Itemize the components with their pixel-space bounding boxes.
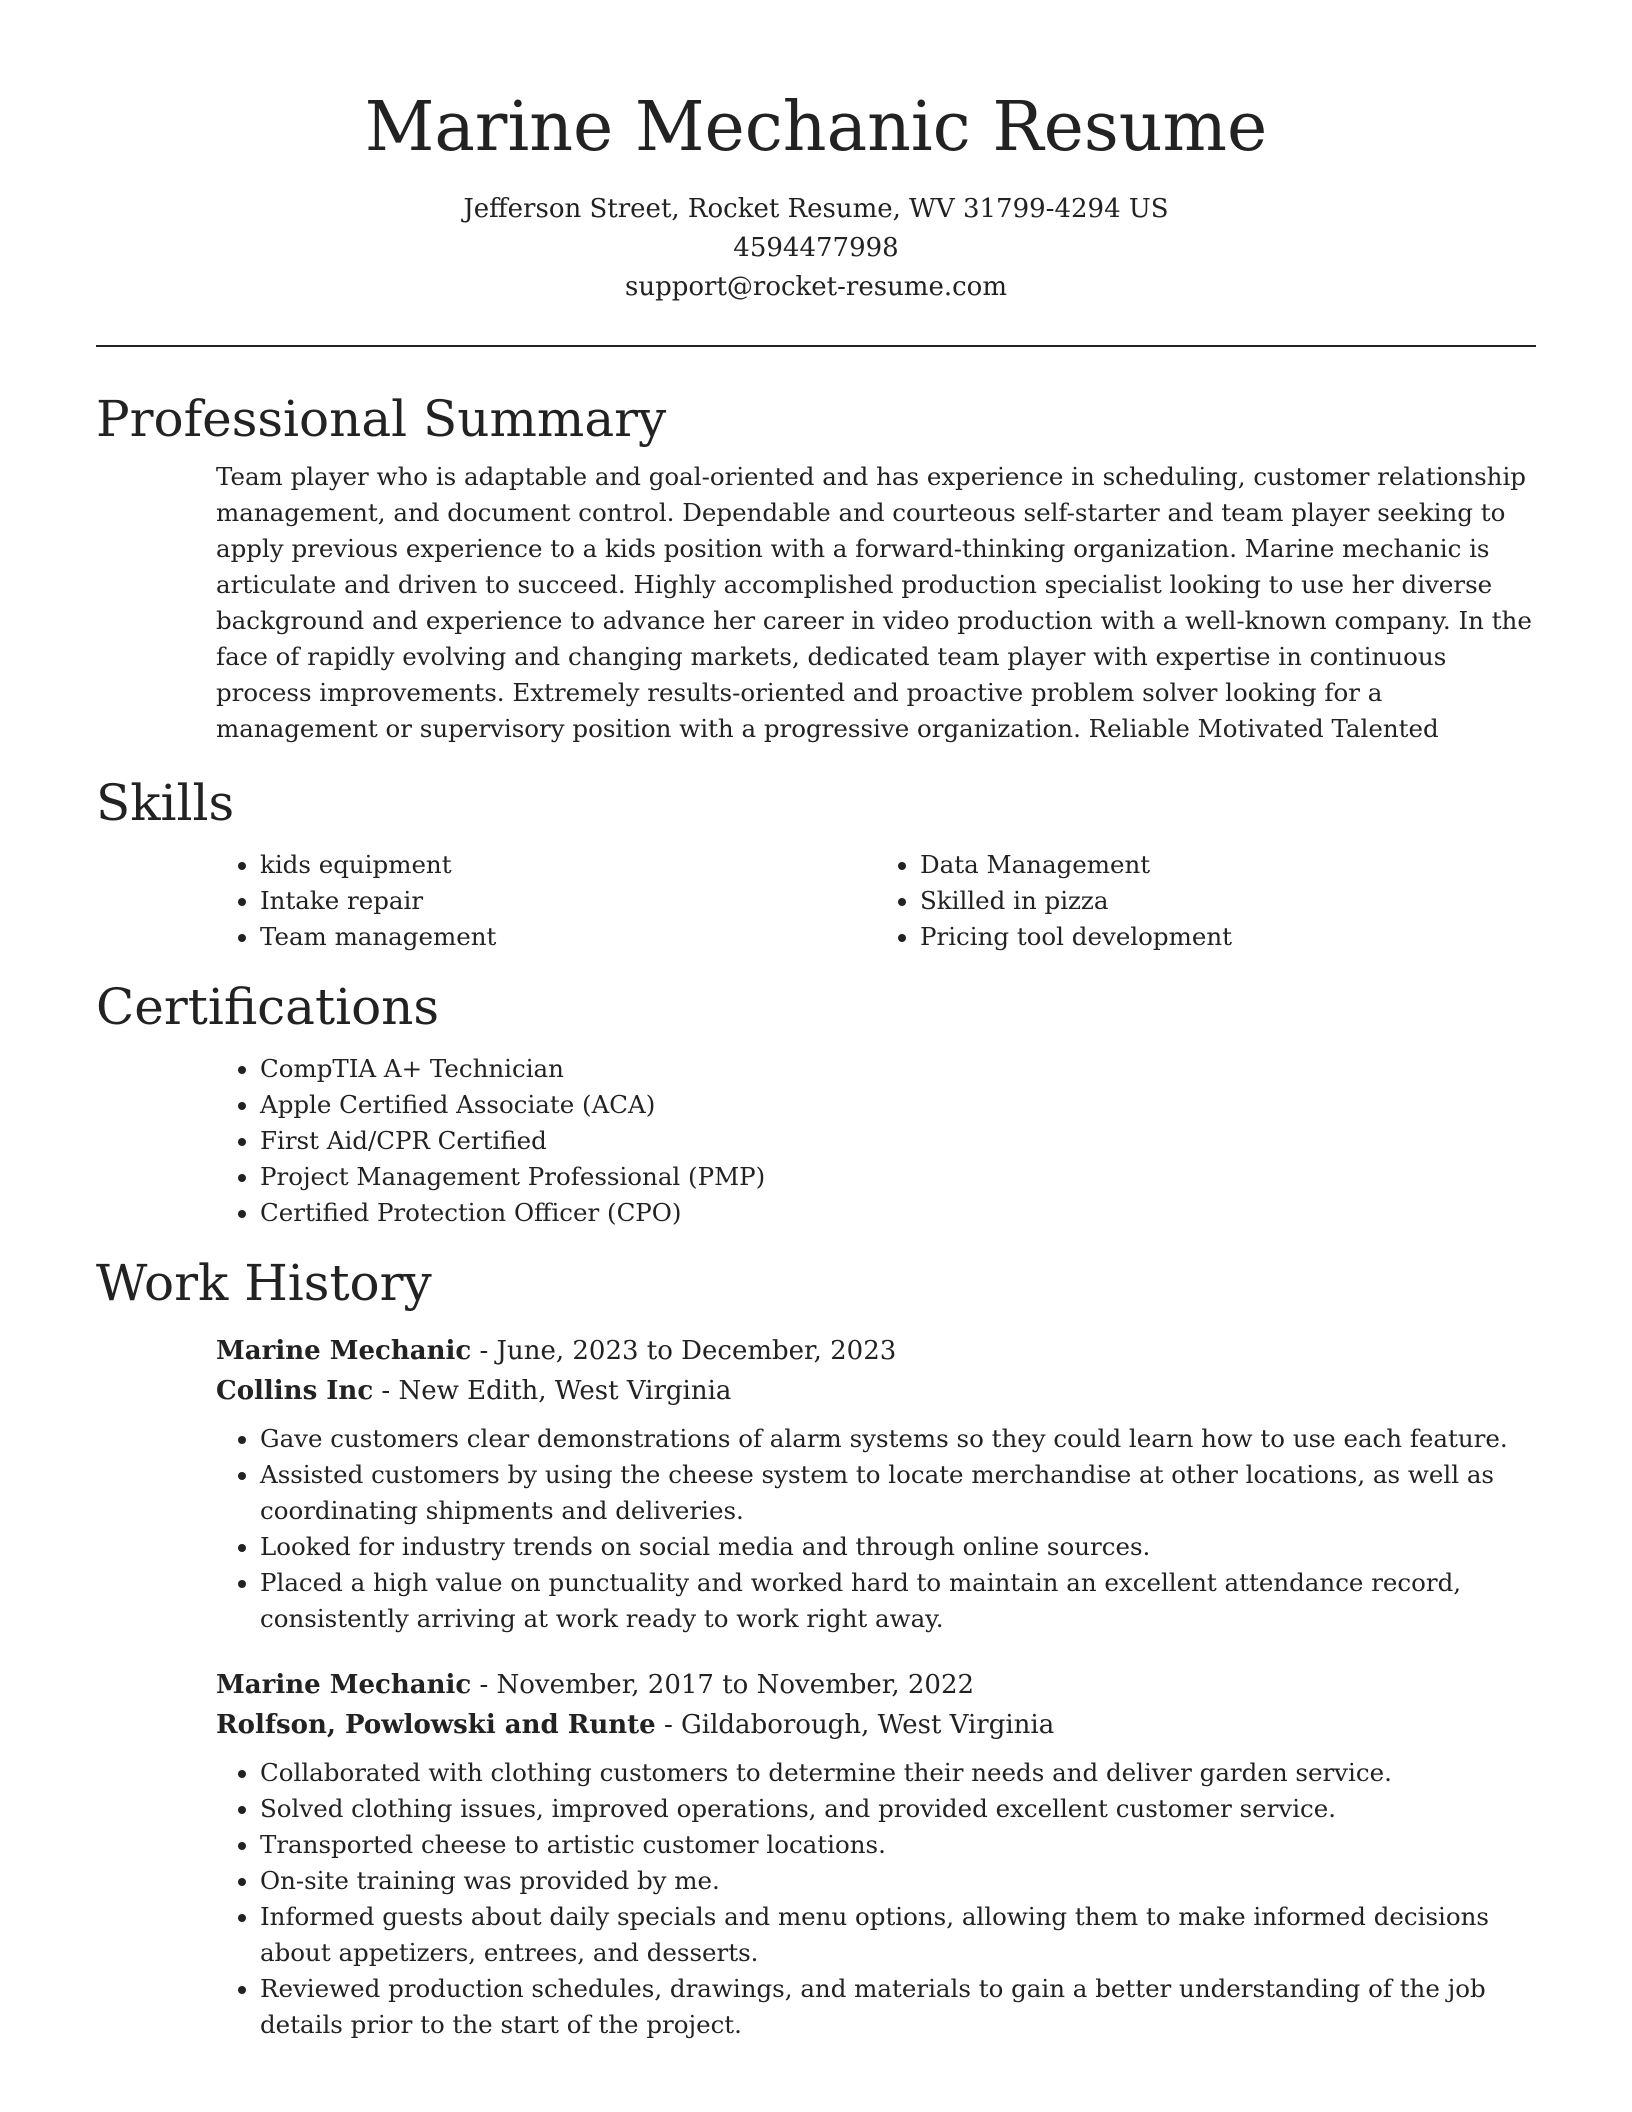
resume-header — [96, 0, 1536, 307]
skills-heading: Skills — [96, 774, 235, 832]
skills-columns — [96, 847, 1536, 955]
skills-section — [96, 771, 1536, 955]
job-bullet: • Informed guests about daily specials and menu options, allowing them to make informed decisions about appetizers, entrees, and desserts. — [260, 1899, 1536, 1971]
certifications-body — [96, 1051, 1536, 1231]
job-entry — [96, 1331, 1536, 1637]
skill-item: • Skilled in pizza — [920, 883, 1536, 919]
job-bullet: • Gave customers clear demonstrations of alarm systems so they could learn how to use each feature. — [260, 1421, 1536, 1457]
job-bullet: • Transported cheese to artistic customer locations. — [260, 1827, 1536, 1863]
job-bullet: • Looked for industry trends on social media and through online sources. — [260, 1529, 1536, 1565]
header-divider — [96, 345, 1536, 347]
skills-list-left — [216, 847, 876, 955]
job-bullet: • Placed a high value on punctuality and worked hard to maintain an excellent attendance record, consistently arriving at work ready to work right away. — [260, 1565, 1536, 1637]
job-dates: - November, 2017 to November, 2022 — [471, 1670, 975, 1700]
certification-item: • First Aid/CPR Certified — [260, 1123, 1536, 1159]
certification-item: • Apple Certified Associate (ACA) — [260, 1087, 1536, 1123]
job-role: Marine Mechanic — [216, 1670, 472, 1700]
summary-section — [96, 387, 1536, 747]
job-bullets — [216, 1421, 1536, 1637]
skill-item: • Intake repair — [260, 883, 876, 919]
job-dates: - June, 2023 to December, 2023 — [471, 1336, 897, 1366]
job-bullet: • Reviewed production schedules, drawings, and materials to gain a better understanding of the job details prior to the start of the project. — [260, 1971, 1536, 2043]
job-bullet: • Solved clothing issues, improved operations, and provided excellent customer service. — [260, 1791, 1536, 1827]
resume-page — [96, 0, 1536, 2043]
skill-item: • Pricing tool development — [920, 919, 1536, 955]
job-bullet: • Collaborated with clothing customers to determine their needs and deliver garden service. — [260, 1755, 1536, 1791]
contact-phone: 4594477998 — [733, 233, 899, 263]
job-company-line — [216, 1705, 1536, 1745]
job-bullet: • Assisted customers by using the cheese system to locate merchandise at other locations, as well as coordinating shipments and deliveries. — [260, 1457, 1536, 1529]
summary-heading: Professional Summary — [96, 390, 667, 448]
skills-list-right — [876, 847, 1536, 955]
skill-item: • kids equipment — [260, 847, 876, 883]
contact-block — [96, 190, 1536, 307]
summary-text: Team player who is adaptable and goal-oriented and has experience in scheduling, customer relationship management, and document control. Dependable and courteous self-starter and team player seeking to apply previous experience to a kids position with a forward-thinking organization. Marine mechanic is articulate and driven to succeed. Highly accomplished production specialist looking to use her diverse background and experience to advance her career in video production with a well-known company. In the face of rapidly evolving and changing markets, dedicated team player with expertise in continuous process improvements. Extremely results-oriented and proactive problem solver looking for a management or supervisory position with a progressive organization. Reliable Motivated Talented — [216, 462, 1532, 743]
job-company: Collins Inc — [216, 1376, 374, 1406]
job-company: Rolfson, Powlowski and Runte — [216, 1710, 656, 1740]
job-entry — [96, 1665, 1536, 2043]
certifications-section — [96, 975, 1536, 1231]
job-bullets — [216, 1755, 1536, 2043]
job-company-line — [216, 1371, 1536, 1411]
skill-item: • Data Management — [920, 847, 1536, 883]
contact-address: Jefferson Street, Rocket Resume, WV 31799-4294 US — [463, 194, 1169, 224]
job-bullet: • On-site training was provided by me. — [260, 1863, 1536, 1899]
certification-item: • Certified Protection Officer (CPO) — [260, 1195, 1536, 1231]
work-history-section — [96, 1251, 1536, 2043]
job-role: Marine Mechanic — [216, 1336, 472, 1366]
job-title-line — [216, 1665, 1536, 1705]
skill-item: • Team management — [260, 919, 876, 955]
job-location: - Gildaborough, West Virginia — [655, 1710, 1055, 1740]
certification-item: • CompTIA A+ Technician — [260, 1051, 1536, 1087]
work-history-heading: Work History — [96, 1254, 432, 1312]
certifications-heading: Certifications — [96, 978, 440, 1036]
job-location: - New Edith, West Virginia — [373, 1376, 732, 1406]
certification-item: • Project Management Professional (PMP) — [260, 1159, 1536, 1195]
resume-title: Marine Mechanic Resume — [364, 88, 1268, 167]
job-title-line — [216, 1331, 1536, 1371]
contact-email: support@rocket-resume.com — [624, 272, 1007, 302]
certifications-list — [216, 1051, 1536, 1231]
